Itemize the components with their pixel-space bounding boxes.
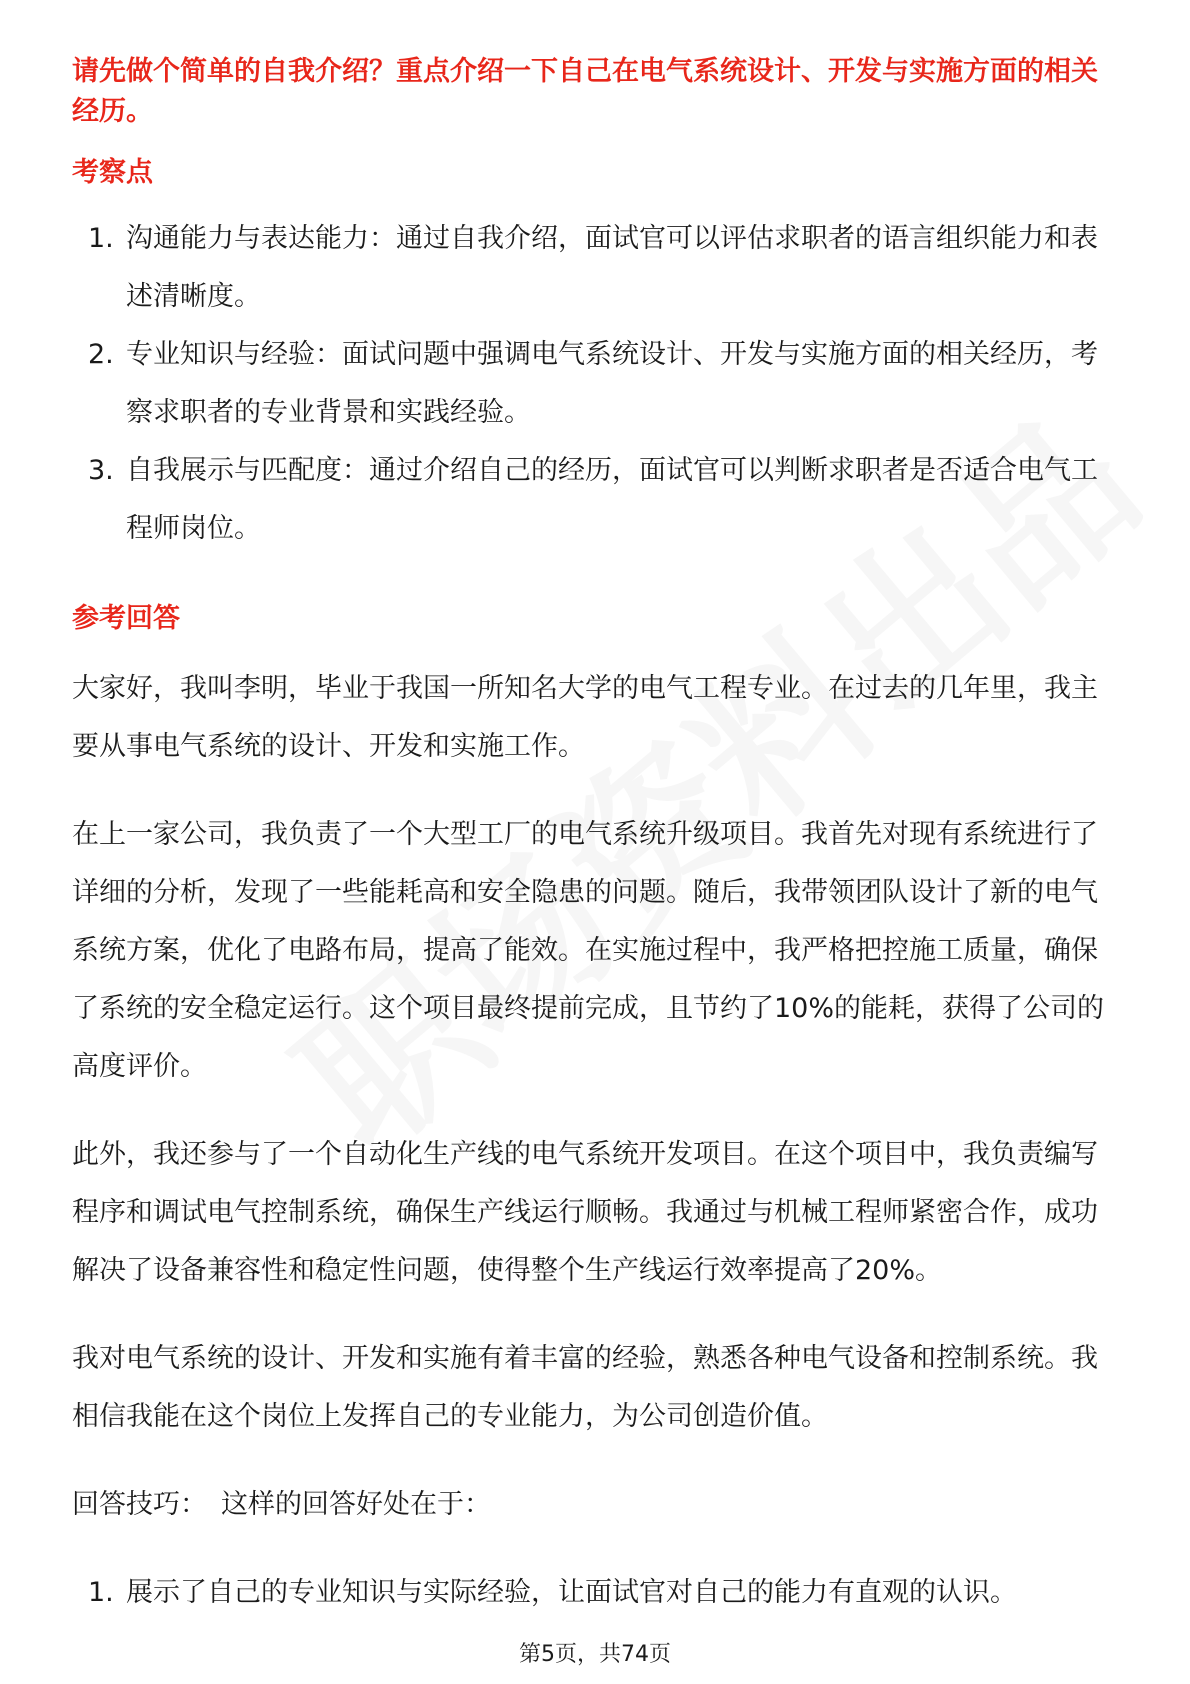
list-number: 1. [88,1577,114,1608]
list-item-text: 自我展示与匹配度：通过介绍自己的经历，面试官可以判断求职者是否适合电气工程师岗位。 [126,455,1098,544]
answer-paragraph-project1: 在上一家公司，我负责了一个大型工厂的电气系统升级项目。我首先对现有系统进行了详细的分析，发现了一些能耗高和安全隐患的问题。随后，我带领团队设计了新的电气系统方案，优化了电路布局，提高了能效。在实施过程中，我严格把控施工质量，确保了系统的安全稳定运行。这个项目最终提前完成，且节约了10%的能耗，获得了公司的高度评价。 [72,819,1105,1082]
tips-line [72,1476,1118,1534]
tips-label: 回答技巧： [72,1489,207,1520]
list-item [72,442,1118,558]
tips-text: 这样的回答好处在于： [221,1489,491,1520]
list-number: 3. [88,455,114,486]
tips-list [72,1564,1118,1622]
points-list [72,210,1118,558]
answer-paragraph-intro: 大家好，我叫李明，毕业于我国一所知名大学的电气工程专业。在过去的几年里，我主要从事电气系统的设计、开发和实施工作。 [72,673,1098,762]
answer-paragraph-project2: 此外，我还参与了一个自动化生产线的电气系统开发项目。在这个项目中，我负责编写程序和调试电气控制系统，确保生产线运行顺畅。我通过与机械工程师紧密合作，成功解决了设备兼容性和稳定性问题，使得整个生产线运行效率提高了20%。 [72,1139,1098,1286]
page-footer: 第5页，共74页 [519,1642,671,1667]
document-page [72,52,1118,1622]
list-item-text: 专业知识与经验：面试问题中强调电气系统设计、开发与实施方面的相关经历，考察求职者的专业背景和实践经验。 [126,339,1098,428]
question-heading: 请先做个简单的自我介绍？重点介绍一下自己在电气系统设计、开发与实施方面的相关经历。 [72,56,1098,127]
list-number: 2. [88,339,114,370]
list-item [72,1564,1118,1622]
points-section-title: 考察点 [72,157,153,188]
list-item [72,326,1118,442]
answer-paragraph-summary: 我对电气系统的设计、开发和实施有着丰富的经验，熟悉各种电气设备和控制系统。我相信我能在这个岗位上发挥自己的专业能力，为公司创造价值。 [72,1343,1098,1432]
list-number: 1. [88,223,114,254]
answer-section-title: 参考回答 [72,603,180,634]
list-item [72,210,1118,326]
list-item-text: 展示了自己的专业知识与实际经验，让面试官对自己的能力有直观的认识。 [126,1577,1017,1608]
list-item-text: 沟通能力与表达能力：通过自我介绍，面试官可以评估求职者的语言组织能力和表述清晰度。 [126,223,1098,312]
